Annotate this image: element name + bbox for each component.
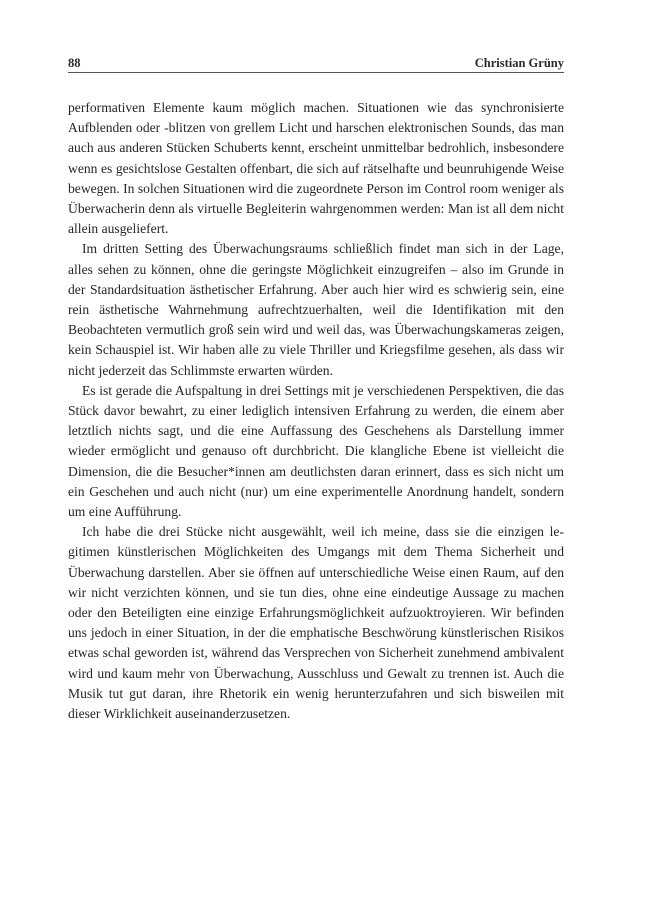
running-head-author: Christian Grüny [474,56,564,70]
page-number: 88 [68,56,81,70]
paragraph: Im dritten Setting des Überwachungsraums schließlich findet man sich in der Lage, alles sehen zu können, ohne die geringste Möglichkeit einzugreifen – also im Grunde in der Standardsituation ästhetischer Erfahrung. Aber auch hier wird es schwierig sein, eine rein ästhetische Wahrnehmung aufrechtzuerhalten, weil die Identifikation mit den Beobachteten vermutlich groß sein wird und weil das, was Überwachungskameras zeigen, kein Schauspiel ist. Wir haben alle zu viele Thriller und Kriegsfilme gesehen, als dass wir nicht jederzeit das Schlimmste erwarten würden. [68,241,564,378]
header-rule [68,72,564,73]
body-text [68,98,564,724]
paragraph: Es ist gerade die Aufspaltung in drei Settings mit je verschiedenen Perspektiven, die das Stück davor bewahrt, zu einer lediglich intensiven Erfahrung zu werden, die einem aber letztlich nichts sagt, und die eine Auffassung des Geschehens als Darstellung immer wieder ermöglicht und genauso oft durchbricht. Die klangliche Ebene ist vielleicht die Dimension, die die Besucher*innen am deutlichsten daran erinnert, dass es sich nicht um ein Geschehen und auch nicht (nur) um eine experimentelle Anordnung handelt, sondern um eine Aufführung. [68,382,564,520]
running-head [68,56,564,72]
paragraph: Ich habe die drei Stücke nicht ausgewählt, weil ich meine, dass sie die einzigen legitimen künstlerischen Möglichkeiten des Umgangs mit dem Thema Sicherheit und Überwachung darstellen. Aber sie öffnen auf unterschiedliche Weise einen Raum, auf den wir nicht verzichten können, und sie tun dies, ohne eine eindeutige Aussage zu machen oder den Beteiligten eine einzige Erfahrungsmöglichkeit aufzuoktroyieren. Wir befinden uns jedoch in einer Situation, in der die emphatische Beschwörung künstlerischen Risikos etwas schal geworden ist, während das Versprechen von Sicherheit zunehmend ambivalent wird und kaum mehr von Überwachung, Ausschluss und Gewalt zu trennen ist. Auch die Musik tut gut daran, ihre Rhetorik ein wenig herunterzufahren und sich bisweilen mit dieser Wirklichkeit auseinanderzusetzen. [68,524,564,722]
paragraph-continuation: performativen Elemente kaum möglich machen. Situationen wie das synchronisierte Aufblenden oder -blitzen von grellem Licht und harschen elektronischen Sounds, das man auch aus anderen Stücken Schuberts kennt, erscheint unmittelbar bedrohlich, insbesondere wenn es gesichtslose Gestalten offenbart, die sich auf rätselhafte und beunruhigende Weise bewegen. In solchen Situationen wird die zugeordnete Person im Control room weniger als Überwacherin denn als virtuelle Begleiterin wahrgenommen werden: Man ist all dem nicht allein ausgeliefert. [68,100,564,237]
